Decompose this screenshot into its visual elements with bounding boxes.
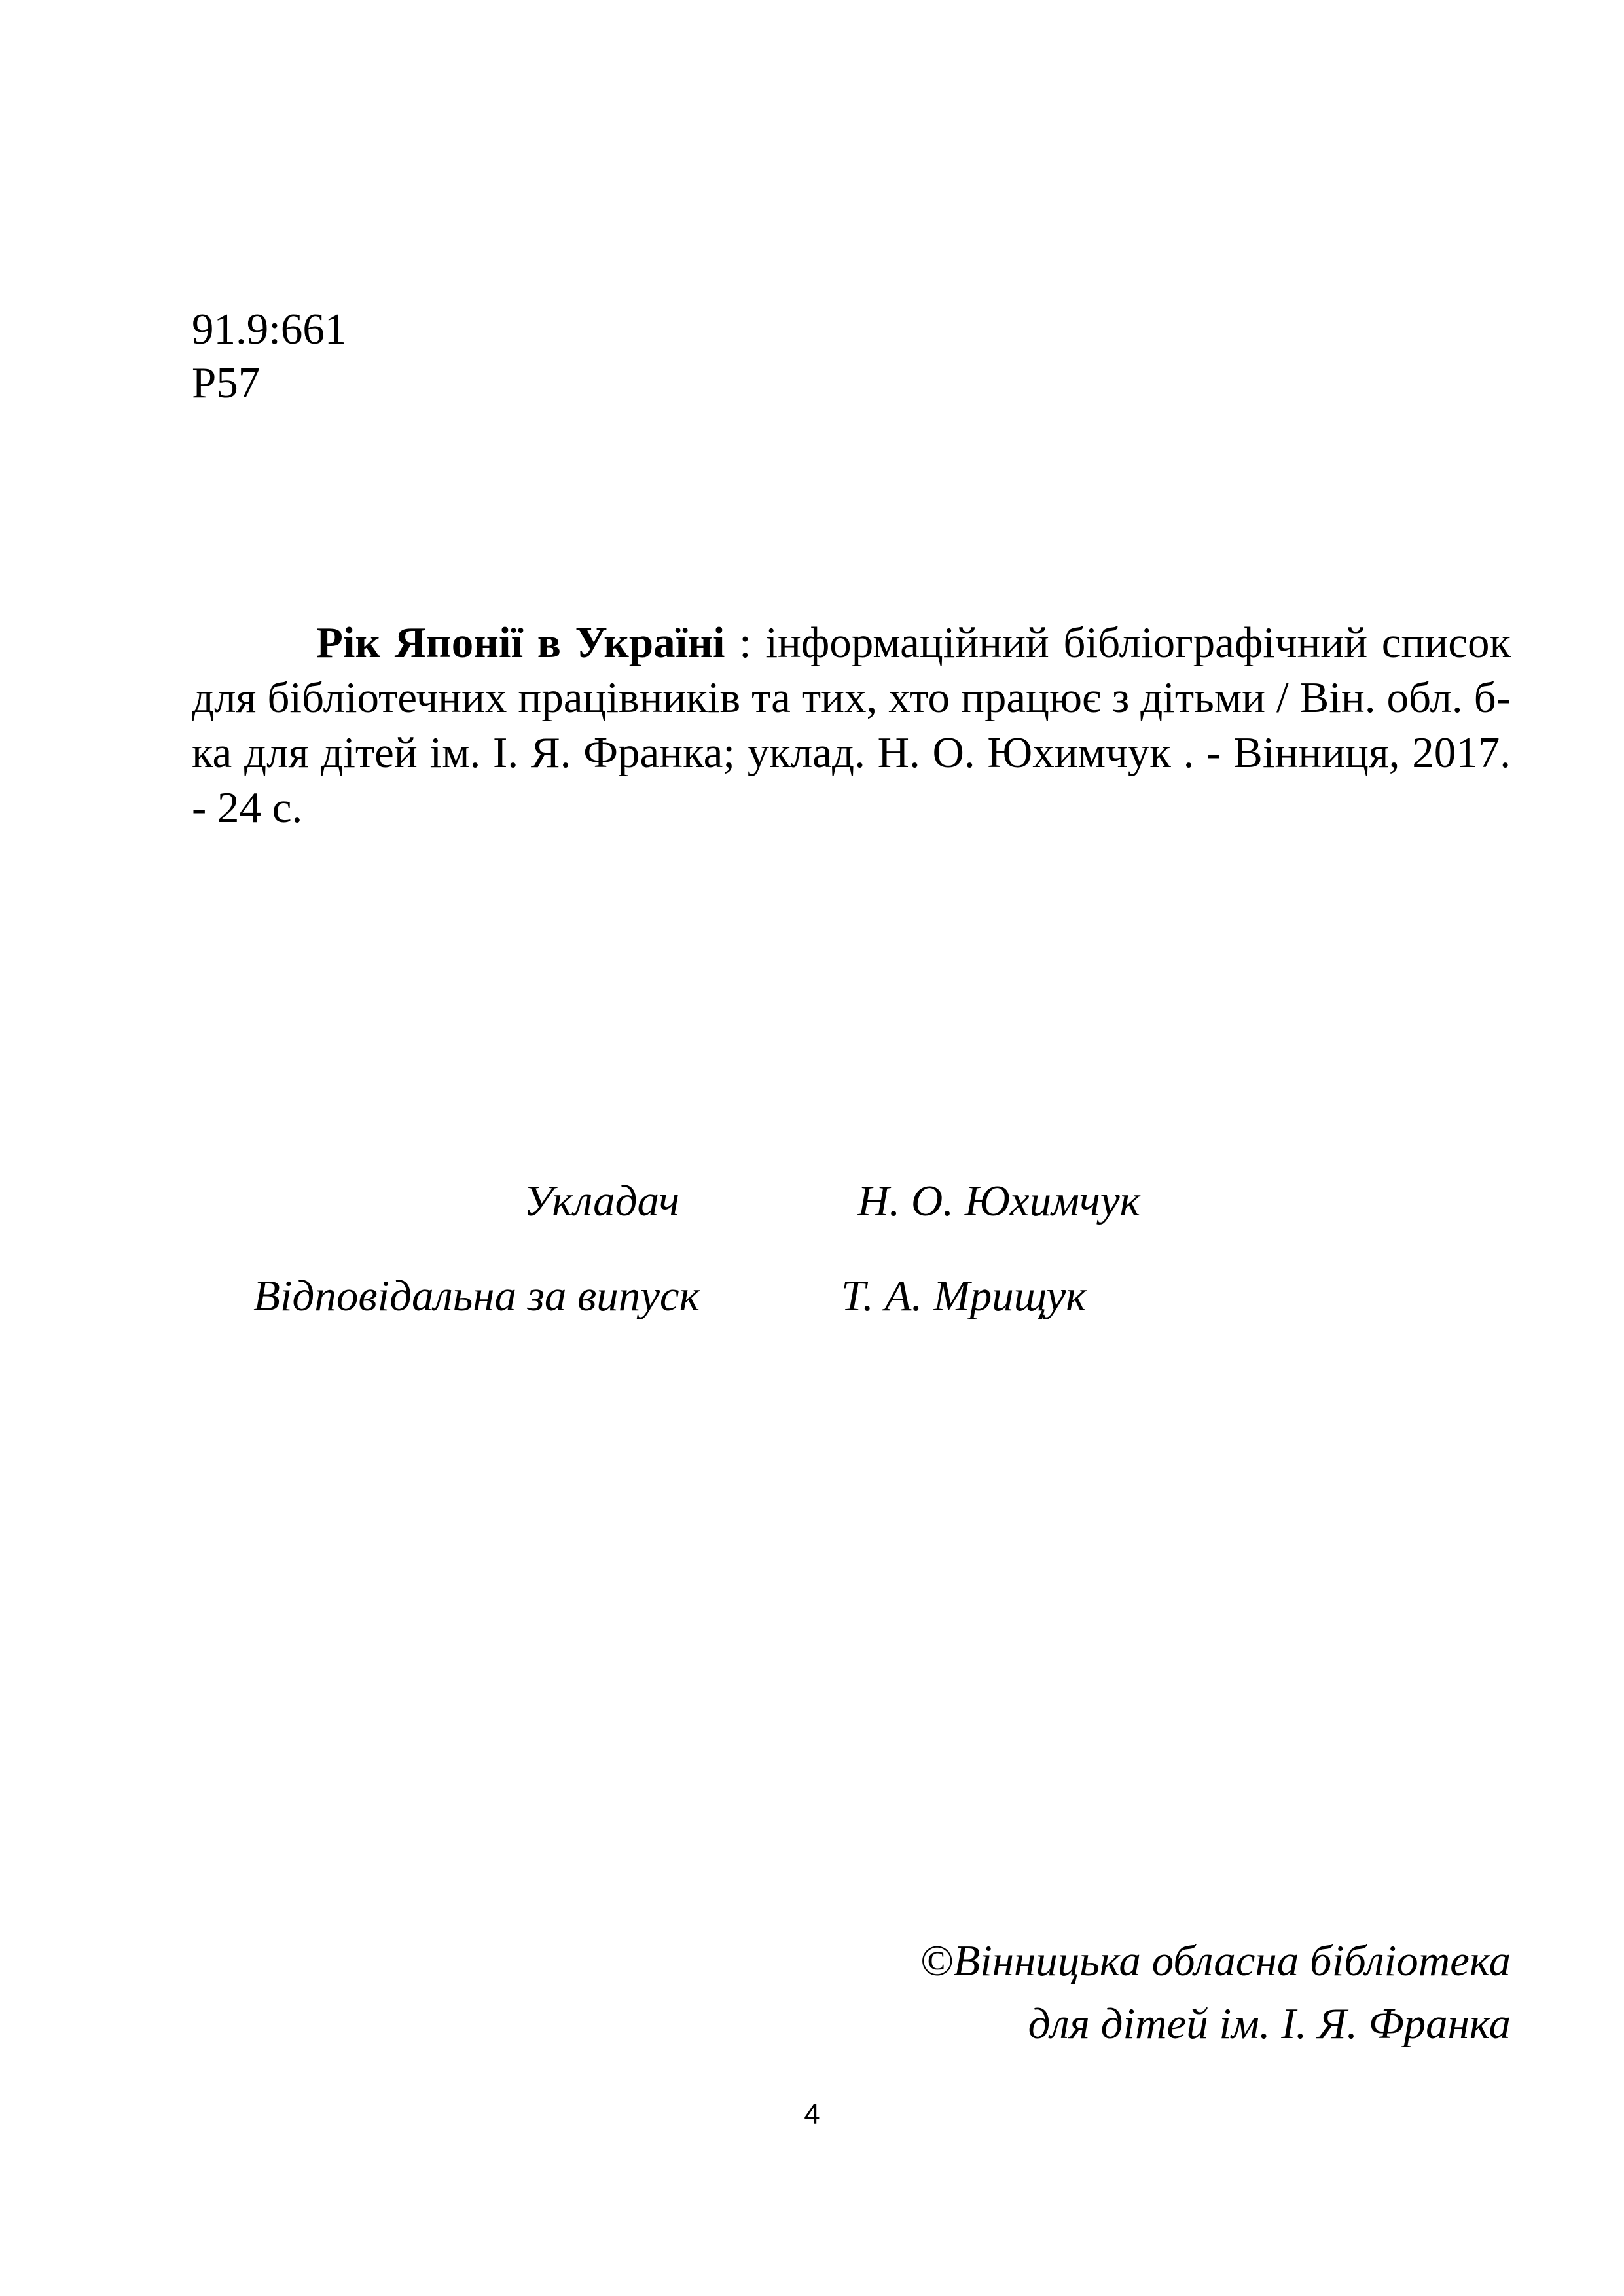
compiler-name: Н. О. Юхимчук: [857, 1177, 1140, 1225]
classification-block: [192, 302, 346, 410]
compiler-role: Укладач: [524, 1177, 680, 1225]
page-number: 4: [804, 2098, 820, 2130]
bibliographic-entry: [192, 615, 1511, 835]
copyright-line-2: для дітей ім. І. Я. Франка: [1028, 2000, 1511, 2048]
publication-description: : інформаційний бібліографічний список для бібліотечних працівників та тих, хто працює з дітьми / Він. обл. б-ка для дітей ім. І. Я. Франка; уклад. Н. О. Юхимчук . - Вінниця, 2017. - 24 с.: [192, 619, 1511, 832]
responsible-role: Відповідальна за випуск: [253, 1272, 700, 1320]
copyright-block: [920, 1929, 1511, 2055]
responsible-name: Т. А. Мрищук: [841, 1272, 1087, 1320]
publication-title: Рік Японії в Україні: [316, 619, 725, 667]
copyright-line-1: ©Вінницька обласна бібліотека: [920, 1937, 1511, 1985]
udc-code: 91.9:661: [192, 305, 347, 353]
author-mark: Р57: [192, 359, 261, 407]
